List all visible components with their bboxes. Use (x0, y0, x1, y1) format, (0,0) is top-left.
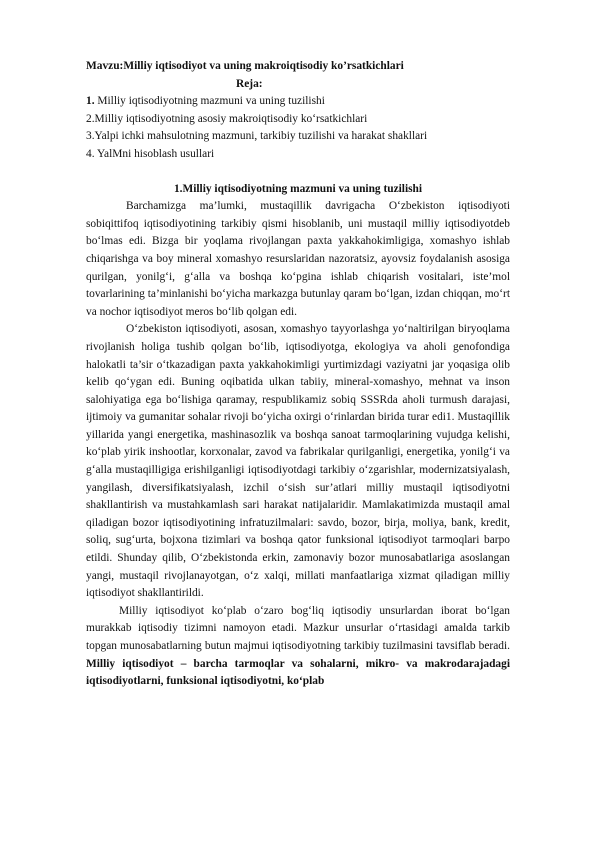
plan-list (86, 93, 510, 163)
document-page (86, 58, 510, 691)
plan-item-4: 4. YalMni hisoblash usullari (86, 147, 215, 160)
plan-item-1 (86, 93, 510, 111)
paragraph-1: Barchamizga ma’lumki, mustaqillik davrigacha O‘zbekiston iqtisodiyoti sobiqittifoq iqtisodiyotining tarkibiy qismi hisoblanib, uni mustaqil milliy iqtisodiyotdeb bo‘lmas edi. Bizga bir yoqlama rivojlangan paxta yakkahokimligiga, xomashyo ishlab chiqarishga va boy mineral xomashyo resurslaridan nazoratsiz, ayovsiz foydalanish asosiga qurilgan, yonilg‘i, g‘alla va boshqa ko‘pgina ishlab chiqarish vositalari, iste’mol tovarlarining ta’minlanishi bo‘yicha markazga butunlay qaram bo‘lgan, izdan chiqqan, mo‘rt va nochor iqtisodiyot meros bo‘lib qolgan edi. (86, 200, 510, 318)
document-title: Mavzu:Milliy iqtisodiyot va uning makroiqtisodiy ko’rsatkichlari (86, 60, 404, 72)
paragraph-3 (86, 603, 510, 691)
paragraph-2: O‘zbekiston iqtisodiyoti, asosan, xomashyo tayyorlashga yo‘naltirilgan biryoqlama rivojlanish holiga tushib qolgan bo‘lib, iqtisodiyotga, ekologiya va aholi genofondiga halokatli ta’sir o‘tkazadigan paxta yakkahokimligi yurtimizdagi vaziyatni jar yoqasiga olib kelib qo‘ygan edi. Buning oqibatida ulkan tabiiy, mineral-xomashyo, mehnat va inson salohiyatiga ega bo‘lishiga qaramay, respublikamiz sobiq SSSRda aholi turmush darajasi, ijtimoiy va gumanitar sohalar rivoji bo‘yicha oxirgi o‘rinlardan birida turar edi1. Mustaqillik yillarida yangi energetika, mashinasozlik va boshqa sanoat tarmoqlarining vujudga kelishi, ko‘plab yirik inshootlar, korxonalar, zavod va fabrikalar qurilganligi, energetika, yonilg‘i va g‘alla mustaqilligiga erishilganligi iqtisodiyotdagi tarkibiy o‘zgarishlar, modernizatsiyalash, yangilash, diversifikatsiyalash, izchil o‘sish sur’atlari milliy mustaqil iqtisodiyotni shakllantirish va mustahkamlash sari harakat natijalaridir. Mamlakatimizda mustaqil amal qiladigan bozor iqtisodiyotining infratuzilmalari: savdo, bozor, birja, moliya, bank, kredit, soliq, sug‘urta, bojxona tizimlari va boshqa qator funksional iqtisodiyot tarmoqlari barpo etildi. Shunday qilib, O‘zbekistonda erkin, zamonaviy bozor munosabatlariga asoslangan yangi, mustaqil rivojlanayotgan, o‘z xalqi, millati manfaatlariga xizmat qiladigan milliy iqtisodiyot shakllantirildi. (86, 323, 510, 600)
paragraph-3-bold-text: Milliy iqtisodiyot – barcha tarmoqlar va sohalarni, mikro- va makrodarajadagi iqtisodiyotlarni, funksional iqtisodiyotni, ko‘plab (86, 657, 510, 688)
section-heading: 1.Milliy iqtisodiyotning mazmuni va uning tuzilishi (173, 182, 423, 195)
plan-label: Reja: (236, 77, 263, 90)
plan-item-text: Milliy iqtisodiyotning mazmuni va uning tuzilishi (94, 95, 325, 108)
plan-item-2: 2.Milliy iqtisodiyotning asosiy makroiqtisodiy ko‘rsatkichlari (86, 112, 368, 125)
plan-item-3: 3.Yalpi ichki mahsulotning mazmuni, tarkibiy tuzilishi va harakat shakllari (86, 130, 428, 143)
paragraph-3-text: Milliy iqtisodiyot ko‘plab o‘zaro bog‘liq iqtisodiy unsurlardan iborat bo‘lgan murakkab iqtisodiy tizimni namoyon etadi. Mazkur unsurlar o‘rtasidagi amalda tarkib topgan munosabatlarning butun majmui iqtisodiyotning tarkibiy tuzilmasini tavsiflab beradi. (86, 604, 510, 652)
plan-item-number: 1. (86, 95, 95, 108)
